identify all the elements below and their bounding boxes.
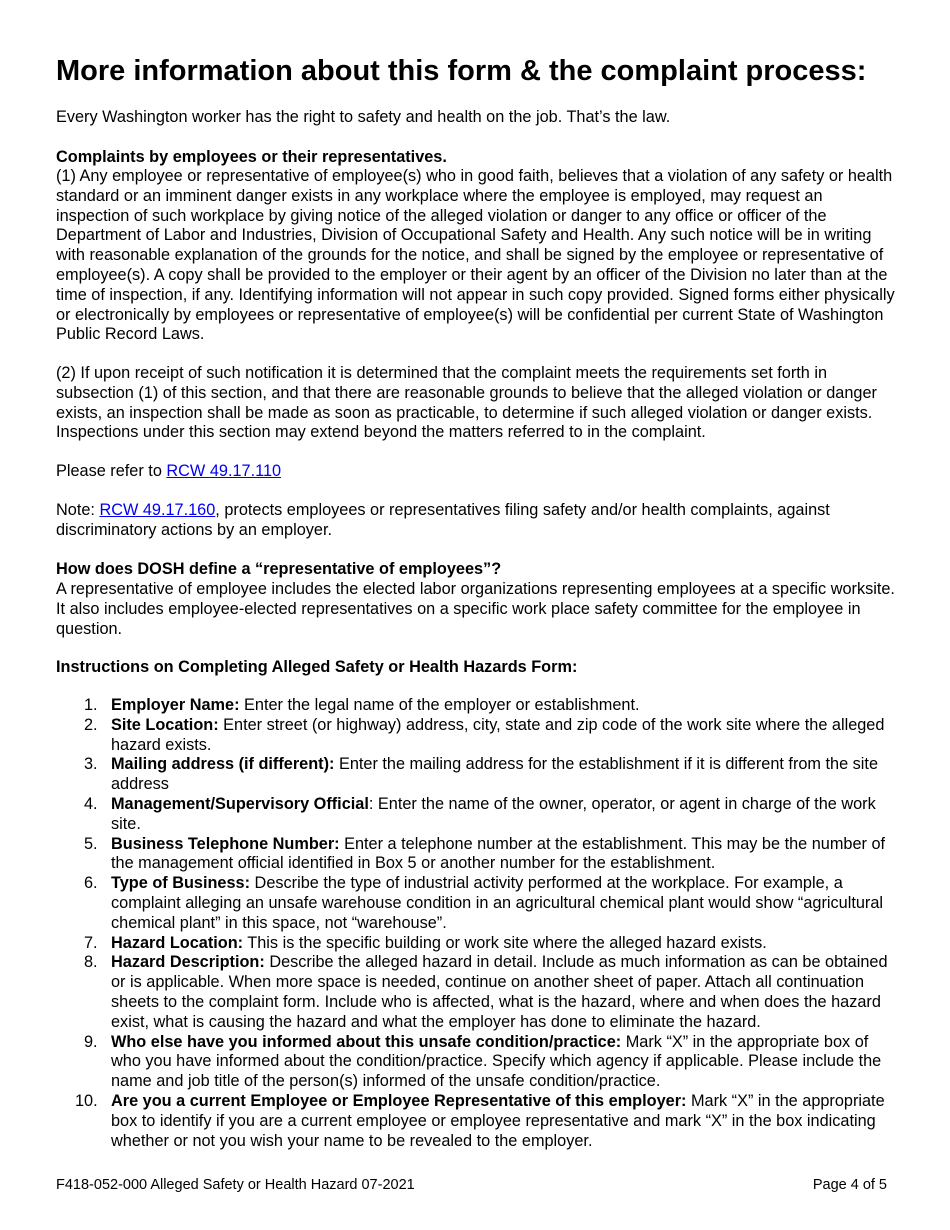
item-label: Are you a current Employee or Employee Representative of this employer:	[111, 1091, 687, 1110]
item-text: Enter street (or highway) address, city, state and zip code of the work site where the alleged hazard exists.	[111, 715, 885, 754]
intro-text: Every Washington worker has the right to safety and health on the job. That’s the law.	[56, 108, 671, 126]
refer-prefix: Please refer to	[56, 462, 167, 480]
instructions-heading: Instructions on Completing Alleged Safety or Health Hazards Form:	[56, 658, 578, 676]
item-text: Describe the type of industrial activity performed at the workplace. For example, a complaint alleging an unsafe warehouse condition in an agricultural chemical plant would show “agricultural chemical plant” in this space, not “warehouse”.	[111, 874, 883, 932]
item-number: 8.	[84, 953, 98, 972]
item-number: 9.	[84, 1032, 98, 1051]
item-text: Enter a telephone number at the establishment. This may be the number of the management official identified in Box 5 or another number for the establishment.	[111, 834, 886, 873]
list-item	[56, 934, 896, 954]
list-item	[56, 795, 896, 835]
page-title: More information about this form & the complaint process:	[56, 55, 867, 87]
list-item	[56, 835, 896, 875]
instructions-list	[56, 696, 896, 1151]
item-number: 4.	[84, 794, 98, 813]
item-number: 10.	[75, 1091, 98, 1110]
item-text: Describe the alleged hazard in detail. Include as much information as can be obtained or is applicable. When more space is needed, continue on another sheet of paper. Attach all continuation sheets to the complaint form. Include who is affected, what is the hazard, where and when does the hazard exist, what is causing the hazard and what the employer has done to eliminate the hazard.	[111, 953, 888, 1031]
item-number: 5.	[84, 834, 98, 853]
complaints-heading: Complaints by employees or their representatives.	[56, 148, 447, 166]
item-label: Type of Business:	[111, 874, 251, 893]
item-number: 7.	[84, 933, 98, 952]
item-label: Site Location:	[111, 715, 219, 734]
item-label: Hazard Description:	[111, 953, 265, 972]
item-label: Hazard Location:	[111, 933, 244, 952]
refer-line	[56, 462, 896, 482]
representative-heading: How does DOSH define a “representative of employees”?	[56, 560, 502, 578]
rcw-49-17-160-link[interactable]: RCW 49.17.160	[99, 501, 216, 519]
list-item	[56, 1092, 896, 1151]
note-prefix: Note:	[56, 501, 100, 519]
list-item	[56, 874, 896, 933]
list-item	[56, 1033, 896, 1092]
complaints-paragraph-2: (2) If upon receipt of such notification it is determined that the complaint meets the requirements set forth in subsection (1) of this section, and that there are reasonable grounds to believe that the alleged violation or danger exists, an inspection shall be made as soon as practicable, to determine if such alleged violation or danger exists. Inspections under this section may extend beyond the matters referred to in the complaint.	[56, 364, 877, 442]
item-number: 2.	[84, 715, 98, 734]
item-text: : Enter the name of the owner, operator, or agent in charge of the work site.	[111, 794, 876, 833]
list-item	[56, 953, 896, 1032]
item-text: Mark “X” in the appropriate box to identify if you are a current employee or employee representative and mark “X” in the box indicating whether or not you wish your name to be revealed to the employer.	[111, 1091, 885, 1150]
item-label: Employer Name:	[111, 696, 240, 714]
item-number: 1.	[84, 696, 98, 714]
item-text: Enter the legal name of the employer or establishment.	[239, 696, 640, 714]
note-suffix: , protects employees or representatives filing safety and/or health complaints, against discriminatory actions by an employer.	[56, 501, 830, 539]
list-item	[56, 716, 896, 756]
item-label: Mailing address (if different):	[111, 755, 335, 774]
complaints-paragraph-1: (1) Any employee or representative of employee(s) who in good faith, believes that a violation of any safety or health standard or an imminent danger exists in any workplace where the employee is employed, may request an inspection of such workplace by giving notice of the alleged violation or danger to any office or officer of the Department of Labor and Industries, Division of Occupational Safety and Health. Any such notice will be in writing with reasonable explanation of the grounds for the notice, and shall be signed by the employee or representative of employee(s). A copy shall be provided to the employer or their agent by an officer of the Division no later than at the time of inspection, if any. Identifying information will not appear in such copy provided. Signed forms either physically or electronically by employees or representative of employee(s) will be confidential per current State of Washington Public Record Laws.	[56, 167, 895, 344]
rcw-49-17-110-link[interactable]: RCW 49.17.110	[166, 462, 282, 480]
note-line	[56, 501, 896, 541]
item-label: Business Telephone Number:	[111, 834, 340, 853]
item-number: 3.	[84, 755, 98, 774]
item-text: This is the specific building or work site where the alleged hazard exists.	[243, 933, 767, 952]
item-number: 6.	[84, 874, 98, 893]
item-label: Who else have you informed about this unsafe condition/practice:	[111, 1032, 622, 1051]
footer-form-id: F418-052-000 Alleged Safety or Health Hazard 07-2021	[56, 1177, 415, 1193]
list-item	[56, 755, 896, 795]
representative-text: A representative of employee includes the elected labor organizations representing employees at a specific worksite. It also includes employee-elected representatives on a specific work place safety committee for the employee in question.	[56, 580, 895, 638]
item-text: Enter the mailing address for the establishment if it is different from the site address	[111, 755, 879, 794]
footer-page-number: Page 4 of 5	[812, 1177, 887, 1193]
item-text: Mark “X” in the appropriate box of who you have informed about the condition/practice. Specify which agency if applicable. Please include the name and job title of the person(s) informed of the unsafe condition/practice.	[111, 1032, 882, 1091]
item-label: Management/Supervisory Official	[111, 794, 369, 813]
list-item	[56, 696, 896, 716]
